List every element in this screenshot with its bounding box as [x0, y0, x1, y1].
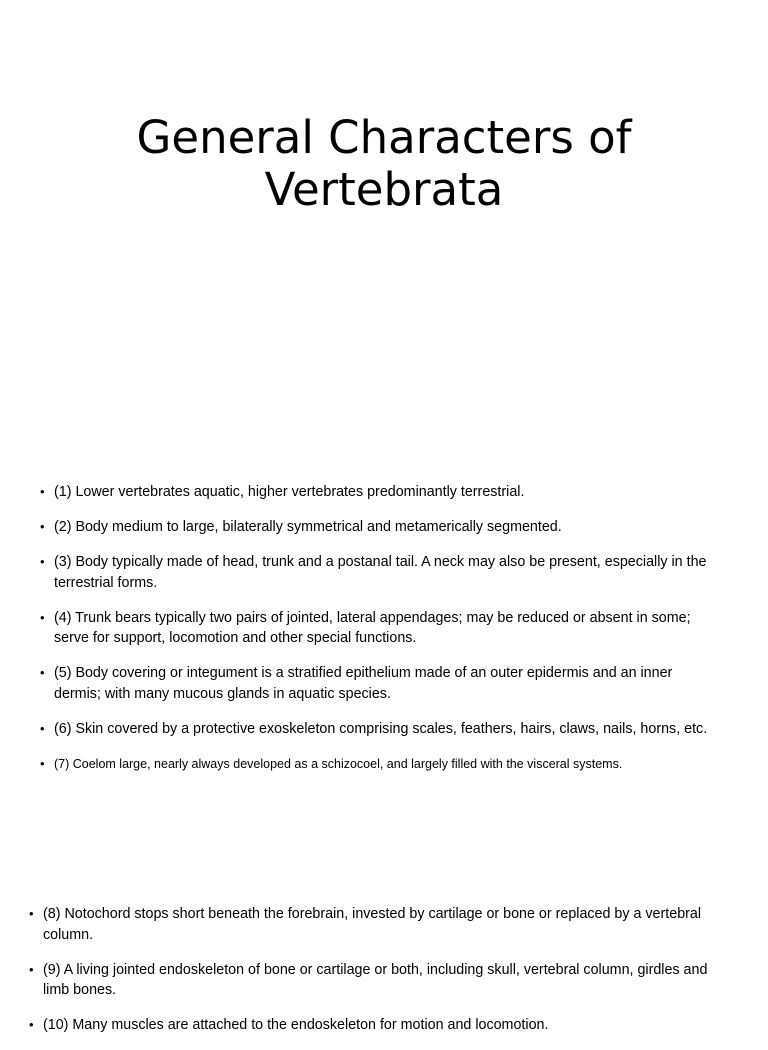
list-item-text: (10) Many muscles are attached to the endoskeleton for motion and locomotion. [43, 1017, 549, 1033]
list-item [40, 608, 716, 649]
title-line-2: Vertebrata [264, 163, 504, 216]
list-item [29, 960, 717, 1001]
list-item-text: (9) A living jointed endoskeleton of bone or cartilage or both, including skull, vertebral column, girdles and limb bones. [43, 961, 708, 998]
bullet-icon: • [40, 484, 45, 499]
list-item [40, 663, 716, 704]
title-line-1: General Characters of [136, 111, 632, 164]
list-item-text: (6) Skin covered by a protective exoskeleton comprising scales, feathers, hairs, claws, nails, horns, etc. [54, 720, 708, 737]
bullet-icon: • [40, 554, 45, 569]
list-item-text: (8) Notochord stops short beneath the forebrain, invested by cartilage or bone or replaced by a vertebral column. [43, 906, 702, 943]
bullet-icon: • [40, 665, 45, 680]
list-item [40, 517, 716, 538]
list-item-text: (1) Lower vertebrates aquatic, higher vertebrates predominantly terrestrial. [54, 484, 525, 500]
list-item [40, 552, 716, 593]
slide-title [0, 112, 768, 216]
characters-list-2 [29, 904, 717, 1050]
bullet-icon: • [29, 906, 34, 921]
list-item [40, 482, 716, 503]
list-item-text: (2) Body medium to large, bilaterally symmetrical and metamerically segmented. [54, 519, 562, 535]
list-item-text: (5) Body covering or integument is a stratified epithelium made of an outer epidermis and an inner dermis; with many mucous glands in aquatic species. [54, 665, 673, 702]
bullet-icon: • [40, 519, 45, 534]
bullet-icon: • [40, 755, 45, 771]
bullet-icon: • [40, 720, 45, 736]
list-item-text: (4) Trunk bears typically two pairs of jointed, lateral appendages; may be reduced or absent in some; serve for support, locomotion and other special functions. [54, 609, 691, 646]
characters-list-1 [40, 482, 716, 788]
list-item-text: (7) Coelom large, nearly always developed as a schizocoel, and largely filled with the visceral systems. [54, 756, 623, 771]
list-item-text: (3) Body typically made of head, trunk and a postanal tail. A neck may also be present, especially in the terrestrial forms. [54, 554, 707, 591]
list-item [29, 1015, 717, 1036]
list-item [40, 754, 716, 774]
list-item [40, 719, 716, 740]
list-item [29, 904, 717, 945]
bullet-icon: • [29, 1017, 34, 1032]
bullet-icon: • [40, 609, 45, 625]
bullet-icon: • [29, 961, 34, 977]
